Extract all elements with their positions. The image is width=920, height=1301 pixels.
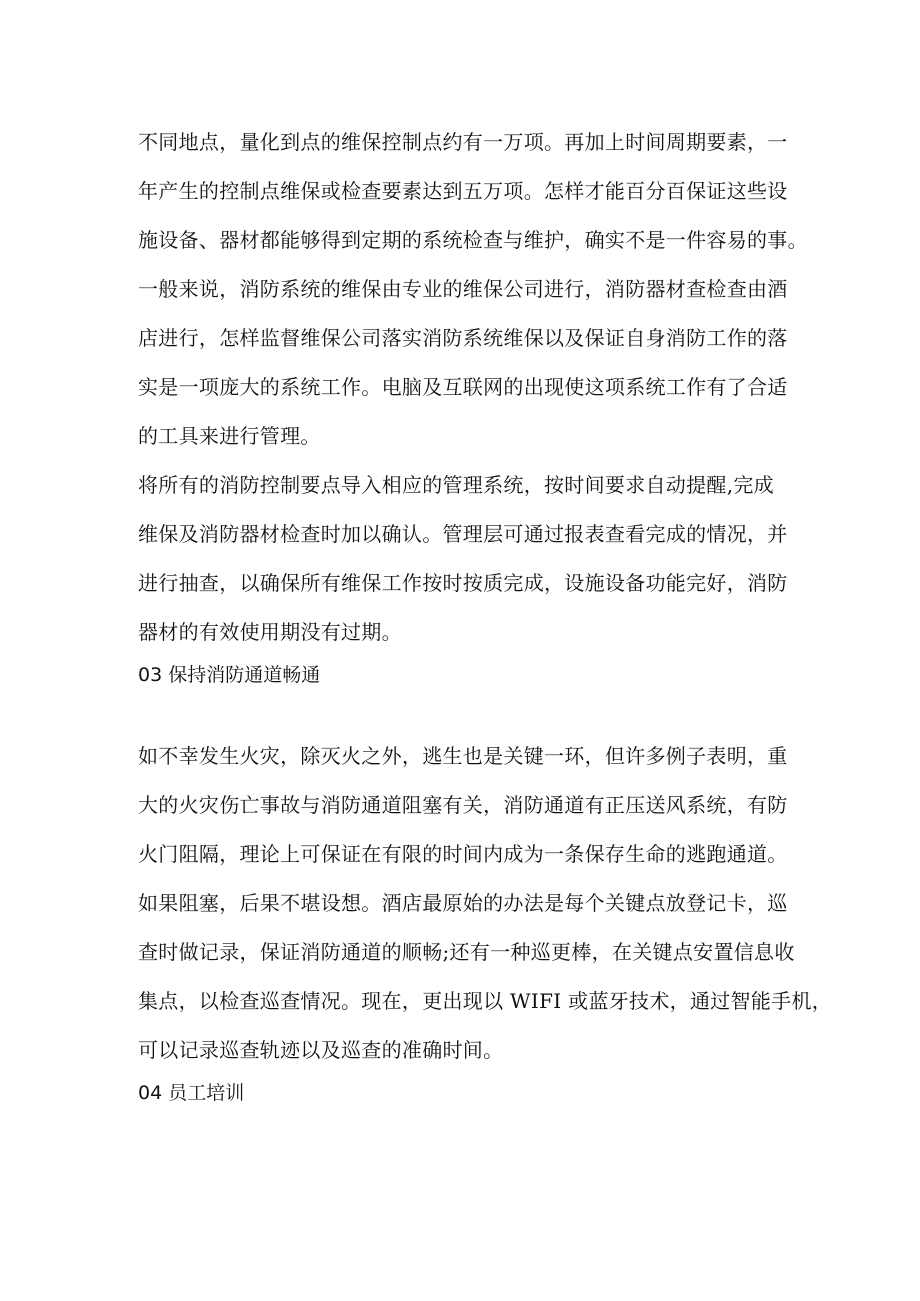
text-line: 将所有的消防控制要点导入相应的管理系统，按时间要求自动提醒,完成 — [138, 473, 774, 497]
text-line: 一般来说，消防系统的维保由专业的维保公司进行，消防器材查检查由酒 — [138, 277, 788, 301]
text-line: 器材的有效使用期没有过期。 — [138, 620, 402, 644]
paragraph-3 — [138, 461, 798, 657]
text-line: 施设备、器材都能够得到定期的系统检查与维护，确实不是一件容易的事。 — [138, 228, 808, 252]
text-line: 如不幸发生火灾，除灭火之外，逃生也是关键一环，但许多例子表明，重 — [138, 744, 788, 768]
text-line: 不同地点，量化到点的维保控制点约有一万项。再加上时间周期要素，一 — [138, 130, 788, 154]
text-line: 店进行，怎样监督维保公司落实消防系统维保以及保证自身消防工作的落 — [138, 326, 788, 350]
text-line: 实是一项庞大的系统工作。电脑及互联网的出现使这项系统工作有了合适 — [138, 375, 788, 399]
section-heading-04: 04 员工培训 — [138, 1082, 245, 1104]
text-line: 年产生的控制点维保或检查要素达到五万项。怎样才能百分百保证这些设 — [138, 179, 788, 203]
paragraph-1 — [138, 118, 808, 265]
text-line: 可以记录巡查轨迹以及巡查的准确时间。 — [138, 1038, 504, 1062]
paragraph-section-03 — [138, 732, 833, 1075]
section-heading-03: 03 保持消防通道畅通 — [138, 664, 321, 686]
text-line: 大的火灾伤亡事故与消防通道阻塞有关，消防通道有正压送风系统，有防 — [138, 793, 788, 817]
paragraph-2 — [138, 265, 798, 461]
text-line: 进行抽查，以确保所有维保工作按时按质完成，设施设备功能完好，消防 — [138, 571, 788, 595]
text-line: 集点，以检查巡查情况。现在，更出现以 WIFI 或蓝牙技术，通过智能手机， — [138, 989, 833, 1013]
text-line: 查时做记录，保证消防通道的顺畅;还有一种巡更棒，在关键点安置信息收 — [138, 940, 795, 964]
text-line: 的工具来进行管理。 — [138, 424, 321, 448]
text-line: 维保及消防器材检查时加以确认。管理层可通过报表查看完成的情况，并 — [138, 522, 788, 546]
text-line: 火门阻隔，理论上可保证在有限的时间内成为一条保存生命的逃跑通道。 — [138, 842, 788, 866]
text-line: 如果阻塞，后果不堪设想。酒店最原始的办法是每个关键点放登记卡，巡 — [138, 891, 788, 915]
